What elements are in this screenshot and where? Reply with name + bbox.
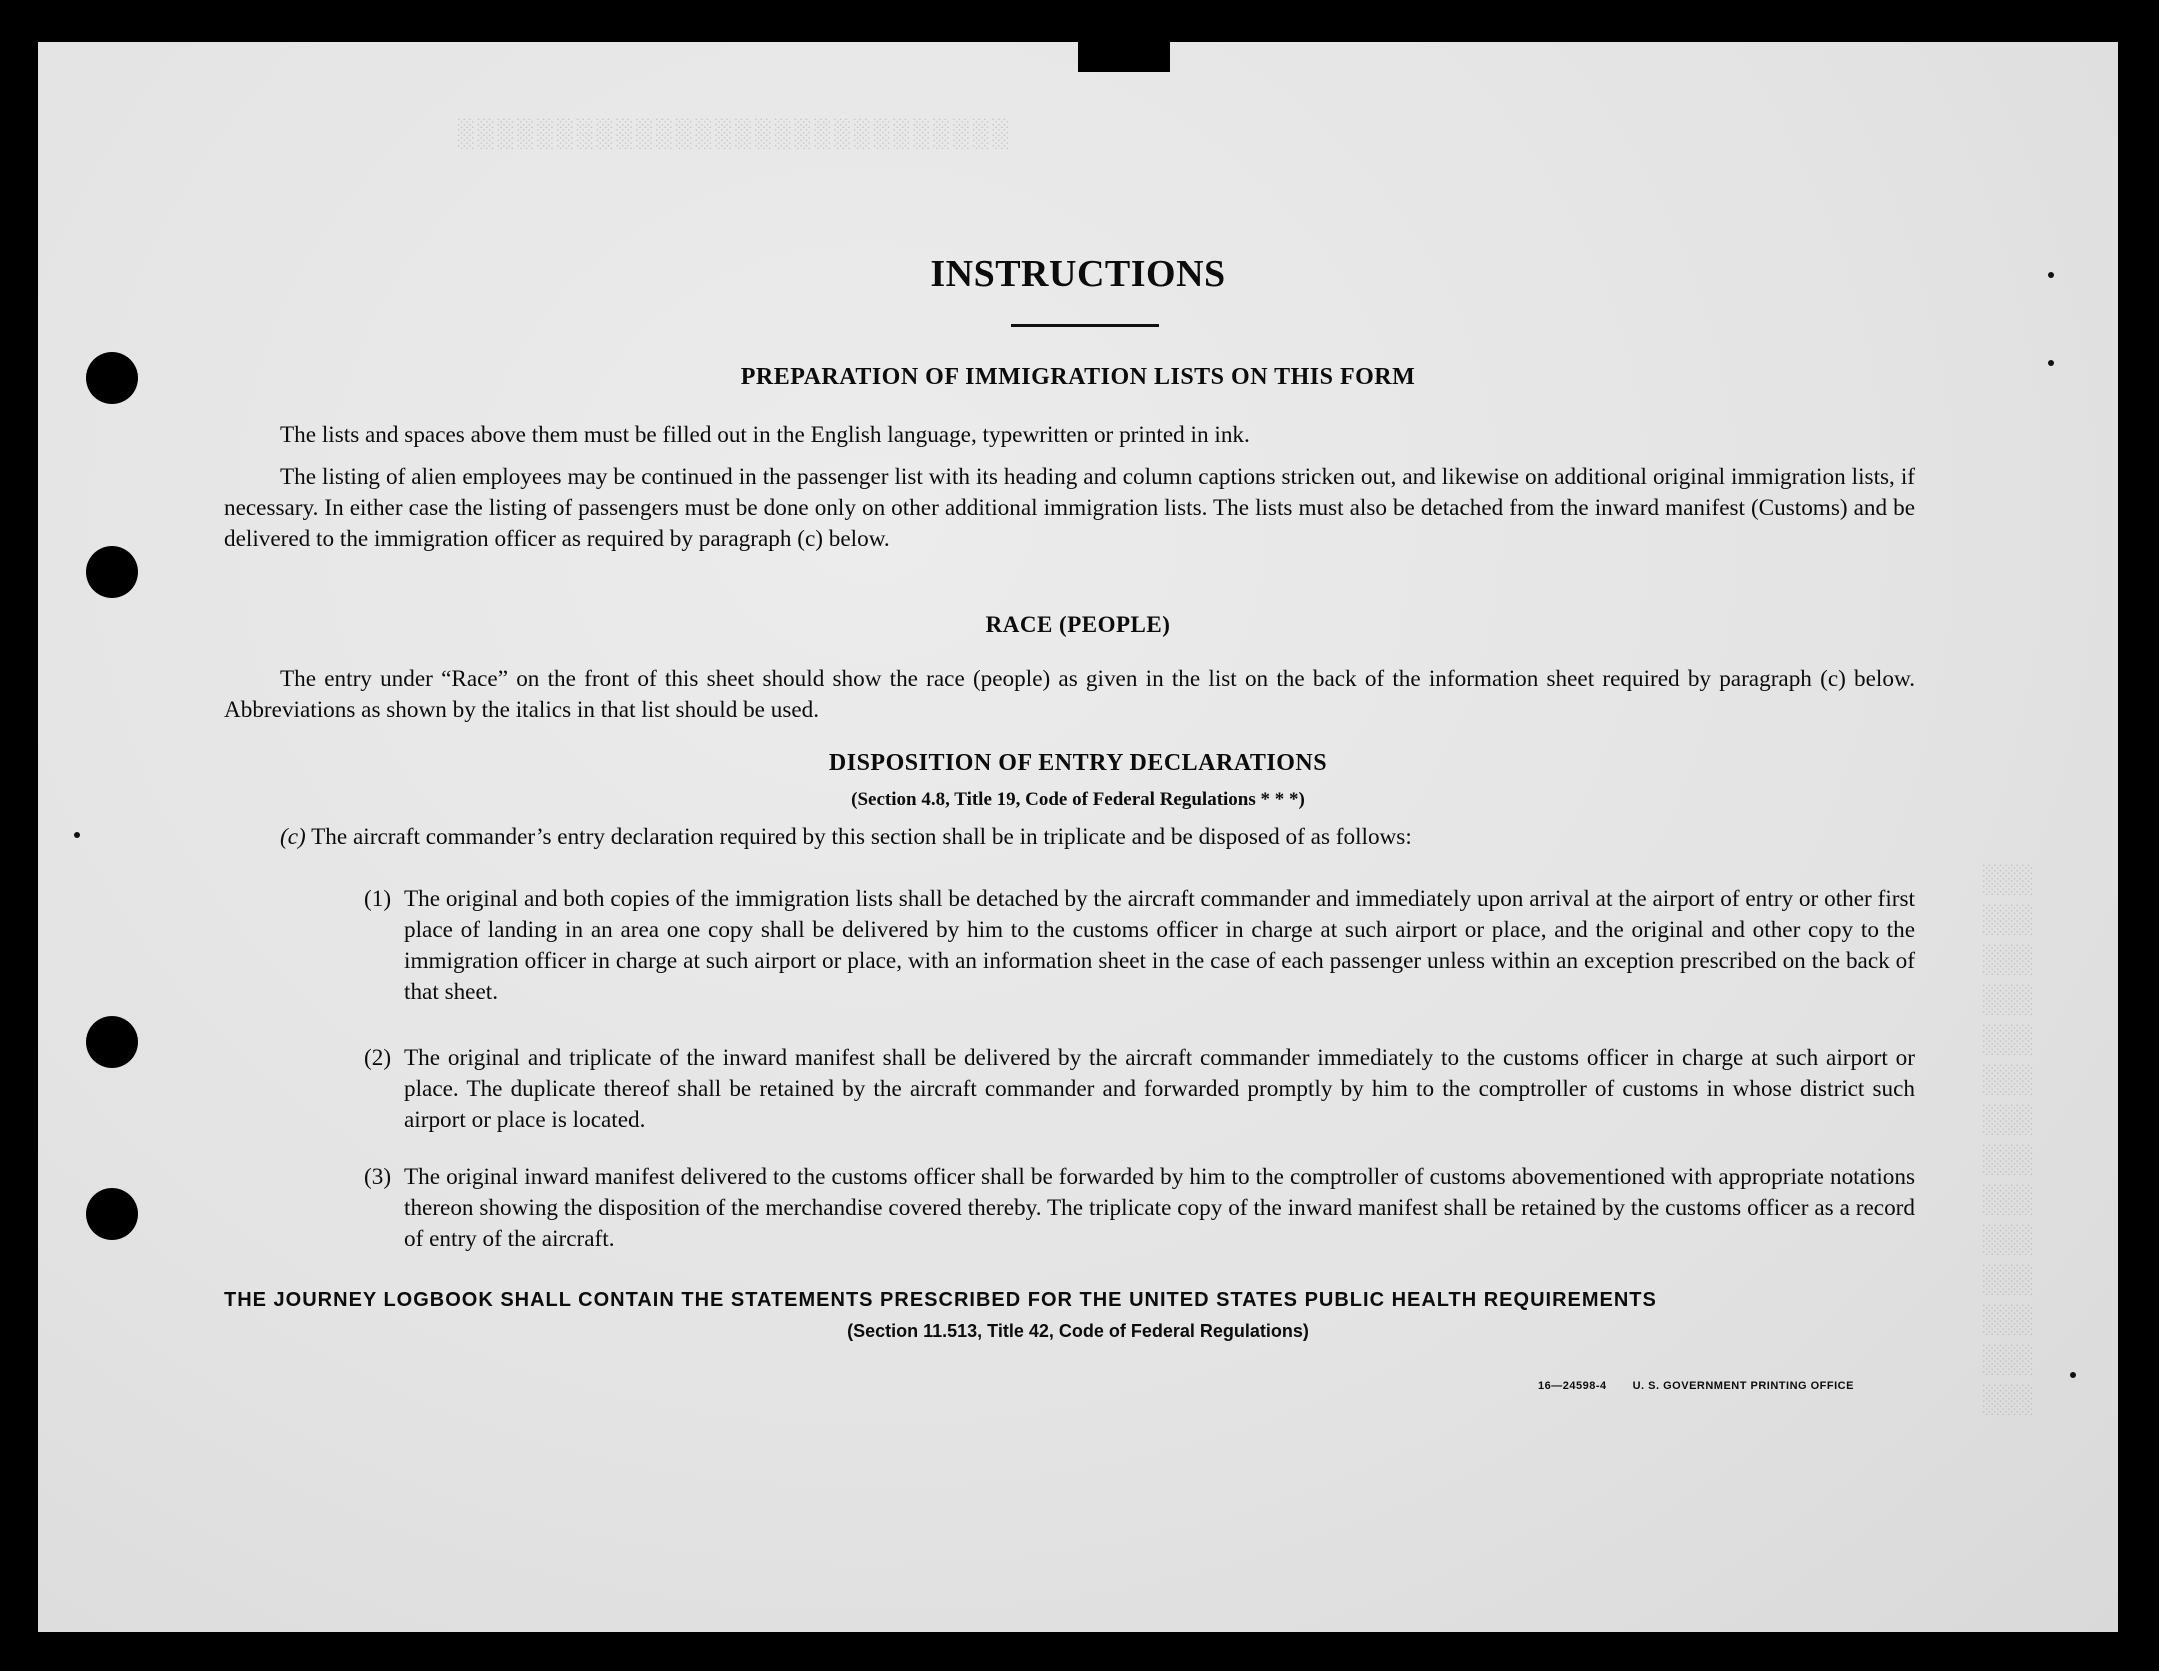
paragraph-text: The entry under “Race” on the front of this sheet should show the race (people) as given in the list on the back of the information sheet required by paragraph (c) below. Abbreviations as shown by the italics in that list should be used. (224, 666, 1915, 723)
section-heading-disposition: DISPOSITION OF ENTRY DECLARATIONS (828, 750, 1328, 776)
item-number: (2) (364, 1045, 392, 1071)
section1-paragraph-2 (224, 462, 1915, 555)
printer-imprint (1538, 1380, 1854, 1392)
intro-marker: (c) (280, 824, 306, 850)
section2-paragraph-1 (224, 664, 1915, 726)
section-heading-race: RACE (PEOPLE) (985, 612, 1171, 637)
title-underline (1011, 324, 1159, 327)
footer-citation: (Section 11.513, Title 42, Code of Federal Regulations) (847, 1321, 1309, 1341)
page-title: INSTRUCTIONS (930, 253, 1226, 295)
printer-name: U. S. GOVERNMENT PRINTING OFFICE (1632, 1380, 1854, 1392)
instructions-content (38, 42, 2118, 1632)
paragraph-text: The listing of alien employees may be continued in the passenger list with its heading and column captions stricken out, and likewise on additional original immigration lists, if necessary. In either case the listing of passengers must be done only on other additional immigration lists. The lists must also be detached from the inward manifest (Customs) and be delivered to the immigration officer as required by paragraph (c) below. (224, 464, 1915, 552)
section-heading-preparation: PREPARATION OF IMMIGRATION LISTS ON THIS FORM (740, 364, 1416, 390)
item-number: (1) (364, 886, 392, 912)
footer-health-requirements: THE JOURNEY LOGBOOK SHALL CONTAIN THE STATEMENTS PRESCRIBED FOR THE UNITED STATES PUBLIC HEALTH REQUIREMENTS (224, 1289, 1657, 1311)
form-number: 16—24598-4 (1538, 1380, 1607, 1392)
section1-paragraph-1 (224, 420, 1915, 451)
document-sheet (38, 42, 2118, 1632)
bleed-through-header: ░░░░░░░░░░░░░░░░░░░░░░░░░░░░ (458, 120, 1013, 151)
section3-citation: (Section 4.8, Title 19, Code of Federal Regulations * * *) (851, 789, 1305, 810)
disposition-item-1 (364, 884, 1915, 1008)
paragraph-text: The lists and spaces above them must be filled out in the English language, typewritten or printed in ink. (280, 422, 1250, 448)
section3-intro (280, 822, 1915, 853)
item-number: (3) (364, 1164, 392, 1190)
item-text: The original and triplicate of the inward manifest shall be delivered by the aircraft commander immediately to the customs officer in charge at such airport or place. The duplicate thereof shall be retained by the aircraft commander and forwarded promptly by him to the comptroller of customs in whose district such airport or place is located. (404, 1045, 1915, 1133)
bleed-through-right-column: ░░░ ░░░ ░░░ ░░░ ░░░ ░░░ ░░░ ░░░ ░░░ ░░░ ░░░ ░░░ ░░░ ░░░ (1983, 866, 2034, 1417)
item-text: The original and both copies of the immigration lists shall be detached by the aircraft commander and immediately upon arrival at the airport of entry or other first place of landing in an area one copy shall be delivered by him to the customs officer in charge at such airport or place, and the original and other copy to the immigration officer in charge at such airport or place, with an information sheet in the case of each passenger unless within an exception prescribed on the back of that sheet. (404, 886, 1915, 1005)
intro-text: The aircraft commander’s entry declaration required by this section shall be in triplicate and be disposed of as follows: (311, 824, 1412, 850)
disposition-item-2 (364, 1043, 1915, 1136)
item-text: The original inward manifest delivered to the customs officer shall be forwarded by him to the comptroller of customs abovementioned with appropriate notations thereon showing the disposition of the merchandise covered thereby. The triplicate copy of the inward manifest shall be retained by the customs officer as a record of entry of the aircraft. (404, 1164, 1915, 1252)
disposition-item-3 (364, 1162, 1915, 1255)
